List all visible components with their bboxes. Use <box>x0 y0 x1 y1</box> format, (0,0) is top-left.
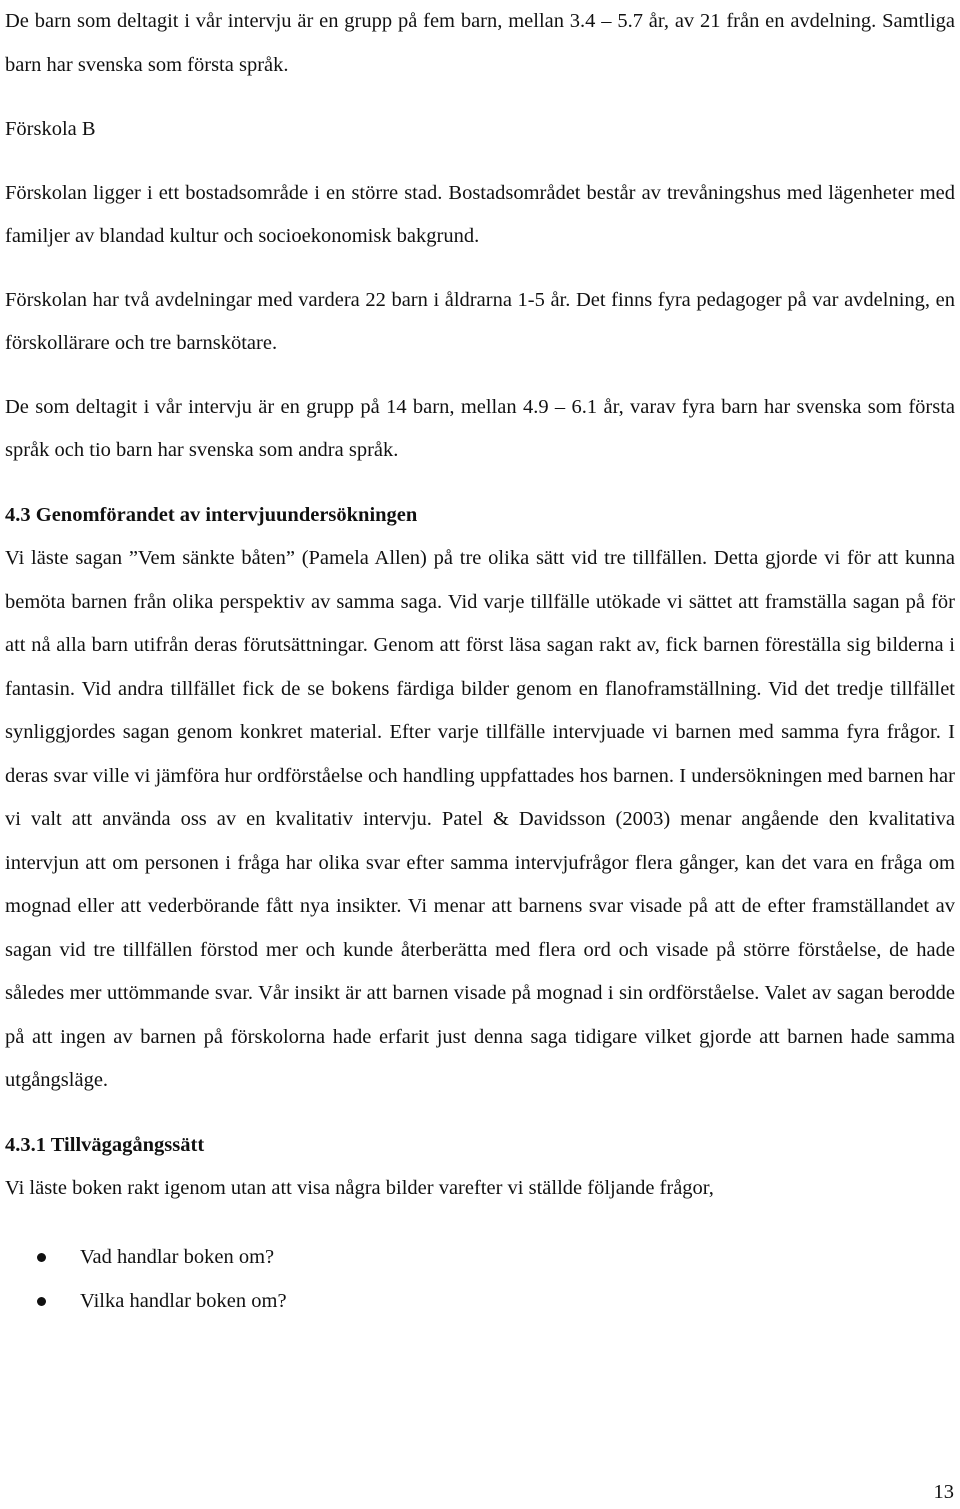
section-heading: 4.3 Genomförandet av intervjuundersökningen <box>5 503 418 526</box>
bullet-icon <box>37 1297 46 1306</box>
question-text: Vad handlar boken om? <box>80 1245 275 1268</box>
page-number: 13 <box>933 1481 954 1503</box>
list-item <box>5 1235 955 1280</box>
section-body: Vi läste sagan ”Vem sänkte båten” (Pamela Allen) på tre olika sätt vid tre tillfällen. Detta gjorde vi för att kunna bemöta barnen från olika perspektiv av samma saga. Vid varje tillfälle utökade vi sättet att framställa sagan på för att nå alla barn utifrån deras förutsättningar. Genom att först läsa sagan rakt av, fick barnen föreställa sig bilderna i fantasin. Vid andra tillfället fick de se bokens färdiga bilder genom en flanoframställning. Vid det tredje tillfället synliggjordes sagan genom konkret material. Efter varje tillfälle intervjuade vi barnen med samma fyra frågor. I deras svar ville vi jämföra hur ordförståelse och handling uppfattades hos barnen. I undersökningen med barnen har vi valt att använda oss av en kvalitativ intervju. Patel & Davidsson (2003) menar angående den kvalitativa intervjun att om personen i fråga har olika svar efter samma intervjufrågor flera gånger, kan det vara en fråga om mognad eller att vederbörande fått nya insikter. Vi menar att barnens svar visade på att de efter framställandet av sagan vid tre tillfällen förstod mer och kunde återberätta med flera ord och visade på större förståelse, de hade således mer uttömmande svar. Vår insikt är att barnen visade på mognad i sin ordförståelse. Valet av sagan berodde på att ingen av barnen på förskolorna hade erfarit just denna saga tidigare vilket gjorde att barnen hade samma utgångsläge. <box>5 547 955 1091</box>
subsection-heading: 4.3.1 Tillvägagångssätt <box>5 1133 205 1156</box>
paragraph-school-b-participants: De som deltagit i vår intervju är en grupp på 14 barn, mellan 4.9 – 6.1 år, varav fyra barn har svenska som första språk och tio barn har svenska som andra språk. <box>5 395 955 461</box>
paragraph-intro: De barn som deltagit i vår intervju är en grupp på fem barn, mellan 3.4 – 5.7 år, av 21 från en avdelning. Samtliga barn har svenska som första språk. <box>5 10 955 76</box>
subsection-intro: Vi läste boken rakt igenom utan att visa några bilder varefter vi ställde följande frågor, <box>5 1177 714 1199</box>
paragraph-school-b-departments: Förskolan har två avdelningar med vardera 22 barn i åldrarna 1-5 år. Det finns fyra pedagoger på var avdelning, en förskollärare och tre barnskötare. <box>5 288 955 354</box>
bullet-icon <box>37 1253 46 1262</box>
document-page <box>5 0 955 1324</box>
school-b-title: Förskola B <box>5 118 96 140</box>
question-list <box>5 1235 955 1324</box>
list-item <box>5 1279 955 1324</box>
question-text: Vilka handlar boken om? <box>80 1290 287 1312</box>
paragraph-school-b-location: Förskolan ligger i ett bostadsområde i en större stad. Bostadsområdet består av trevåningshus med lägenheter med familjer av blandad kultur och socioekonomisk bakgrund. <box>5 181 955 247</box>
